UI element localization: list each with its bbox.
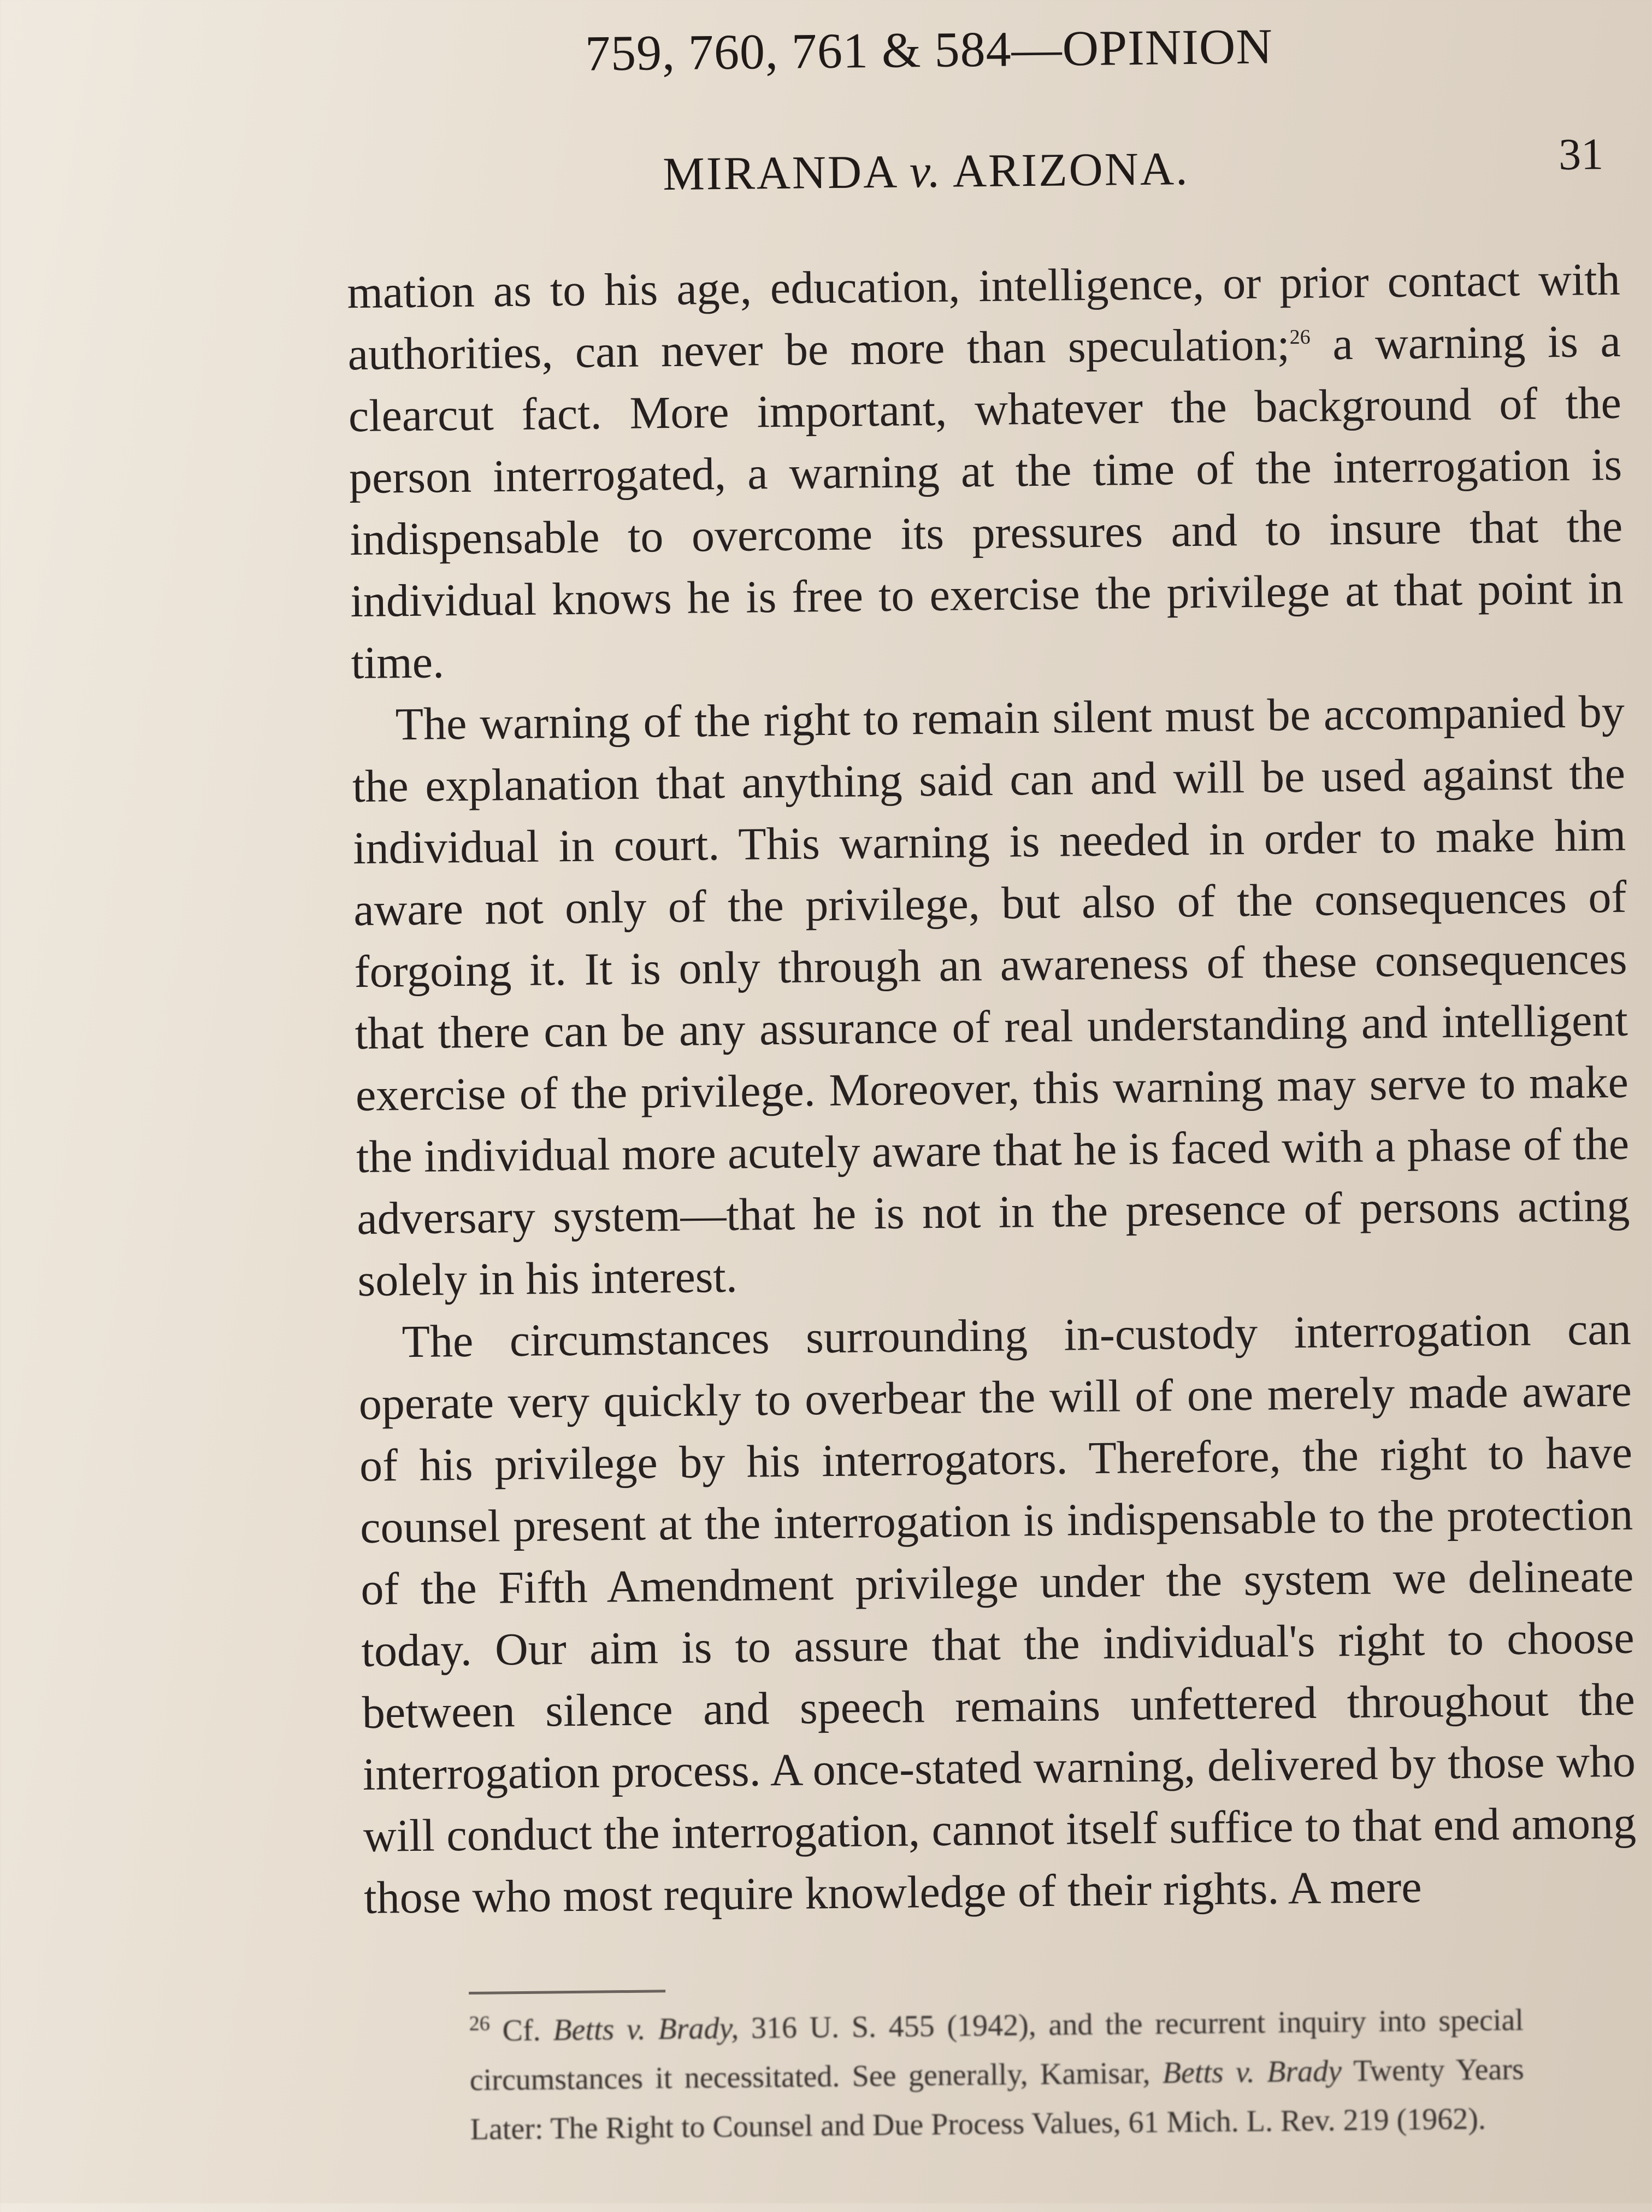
footnote xyxy=(469,1996,1525,2154)
page-number: 31 xyxy=(1558,129,1604,179)
footnote-divider xyxy=(469,1990,665,1995)
footnote-cf: Cf. xyxy=(502,2013,541,2048)
footnote-citation: Twenty Years Later: The Right to Counsel and Due Process Values, 61 Mich. L. Rev. 219 (1962). xyxy=(470,2052,1525,2147)
case-title-petitioner: MIRANDA xyxy=(662,145,896,201)
case-title-respondent: ARIZONA. xyxy=(952,142,1189,197)
case-title xyxy=(663,141,1189,201)
running-head: 759, 760, 761 & 584—OPINION xyxy=(585,18,1273,81)
footnote-citation: 316 U. S. 455 (1942), and the recurrent inquiry into special circumstances it necessitated. See generally, Kamisar, xyxy=(469,2003,1524,2098)
paragraph: The warning of the right to remain silent must be accompanied by the explanation that anything said can and will be used against the individual in court. This warning is needed in order to make him aware not only of the privilege, but also of the consequences of forgoing it. It is only through an awareness of these consequences that there can be any assurance of real understanding and intelligent exercise of the privilege. Moreover, this warning may serve to make the individual more acutely aware that he is faced with a phase of the adversary system—that he is not in the presence of persons acting solely in his interest. xyxy=(352,686,1630,1307)
footnote-case-name: Betts v. Brady xyxy=(1162,2054,1342,2090)
case-title-versus: v. xyxy=(909,144,942,198)
footnote-case-name: Betts v. Brady, xyxy=(553,2011,739,2048)
opinion-body xyxy=(347,249,1637,1929)
paragraph-text: mation as to his age, education, intelligence, or prior contact with authorities, can never be more than speculation; xyxy=(347,254,1620,380)
paragraph-continued xyxy=(347,249,1624,694)
footnotes xyxy=(469,1996,1525,2154)
paragraph: The circumstances surrounding in-custody interrogation can operate very quickly to overbear the will of one merely made aware of his privilege by his interrogators. Therefore, the right to have counsel present at the interrogation is indispensable to the protection of the Fifth Amendment privilege under the system we delineate today. Our aim is to assure that the individual's right to choose between silence and speech remains unfettered throughout the interrogation process. A once-stated warning, delivered by those who will conduct the interrogation, cannot itself suffice to that end among those who most require knowledge of their rights. A mere xyxy=(358,1303,1637,1924)
footnote-marker: 26 xyxy=(469,2011,490,2035)
footnote-reference: 26 xyxy=(1289,325,1311,349)
paragraph-text: a warning is a clearcut fact. More important, whatever the background of the person interrogated, a warning at the time of the interrogation is indispensable to overcome its pressures and to insure that the individual knows he is free to exercise the privilege at that point in time. xyxy=(348,315,1624,689)
